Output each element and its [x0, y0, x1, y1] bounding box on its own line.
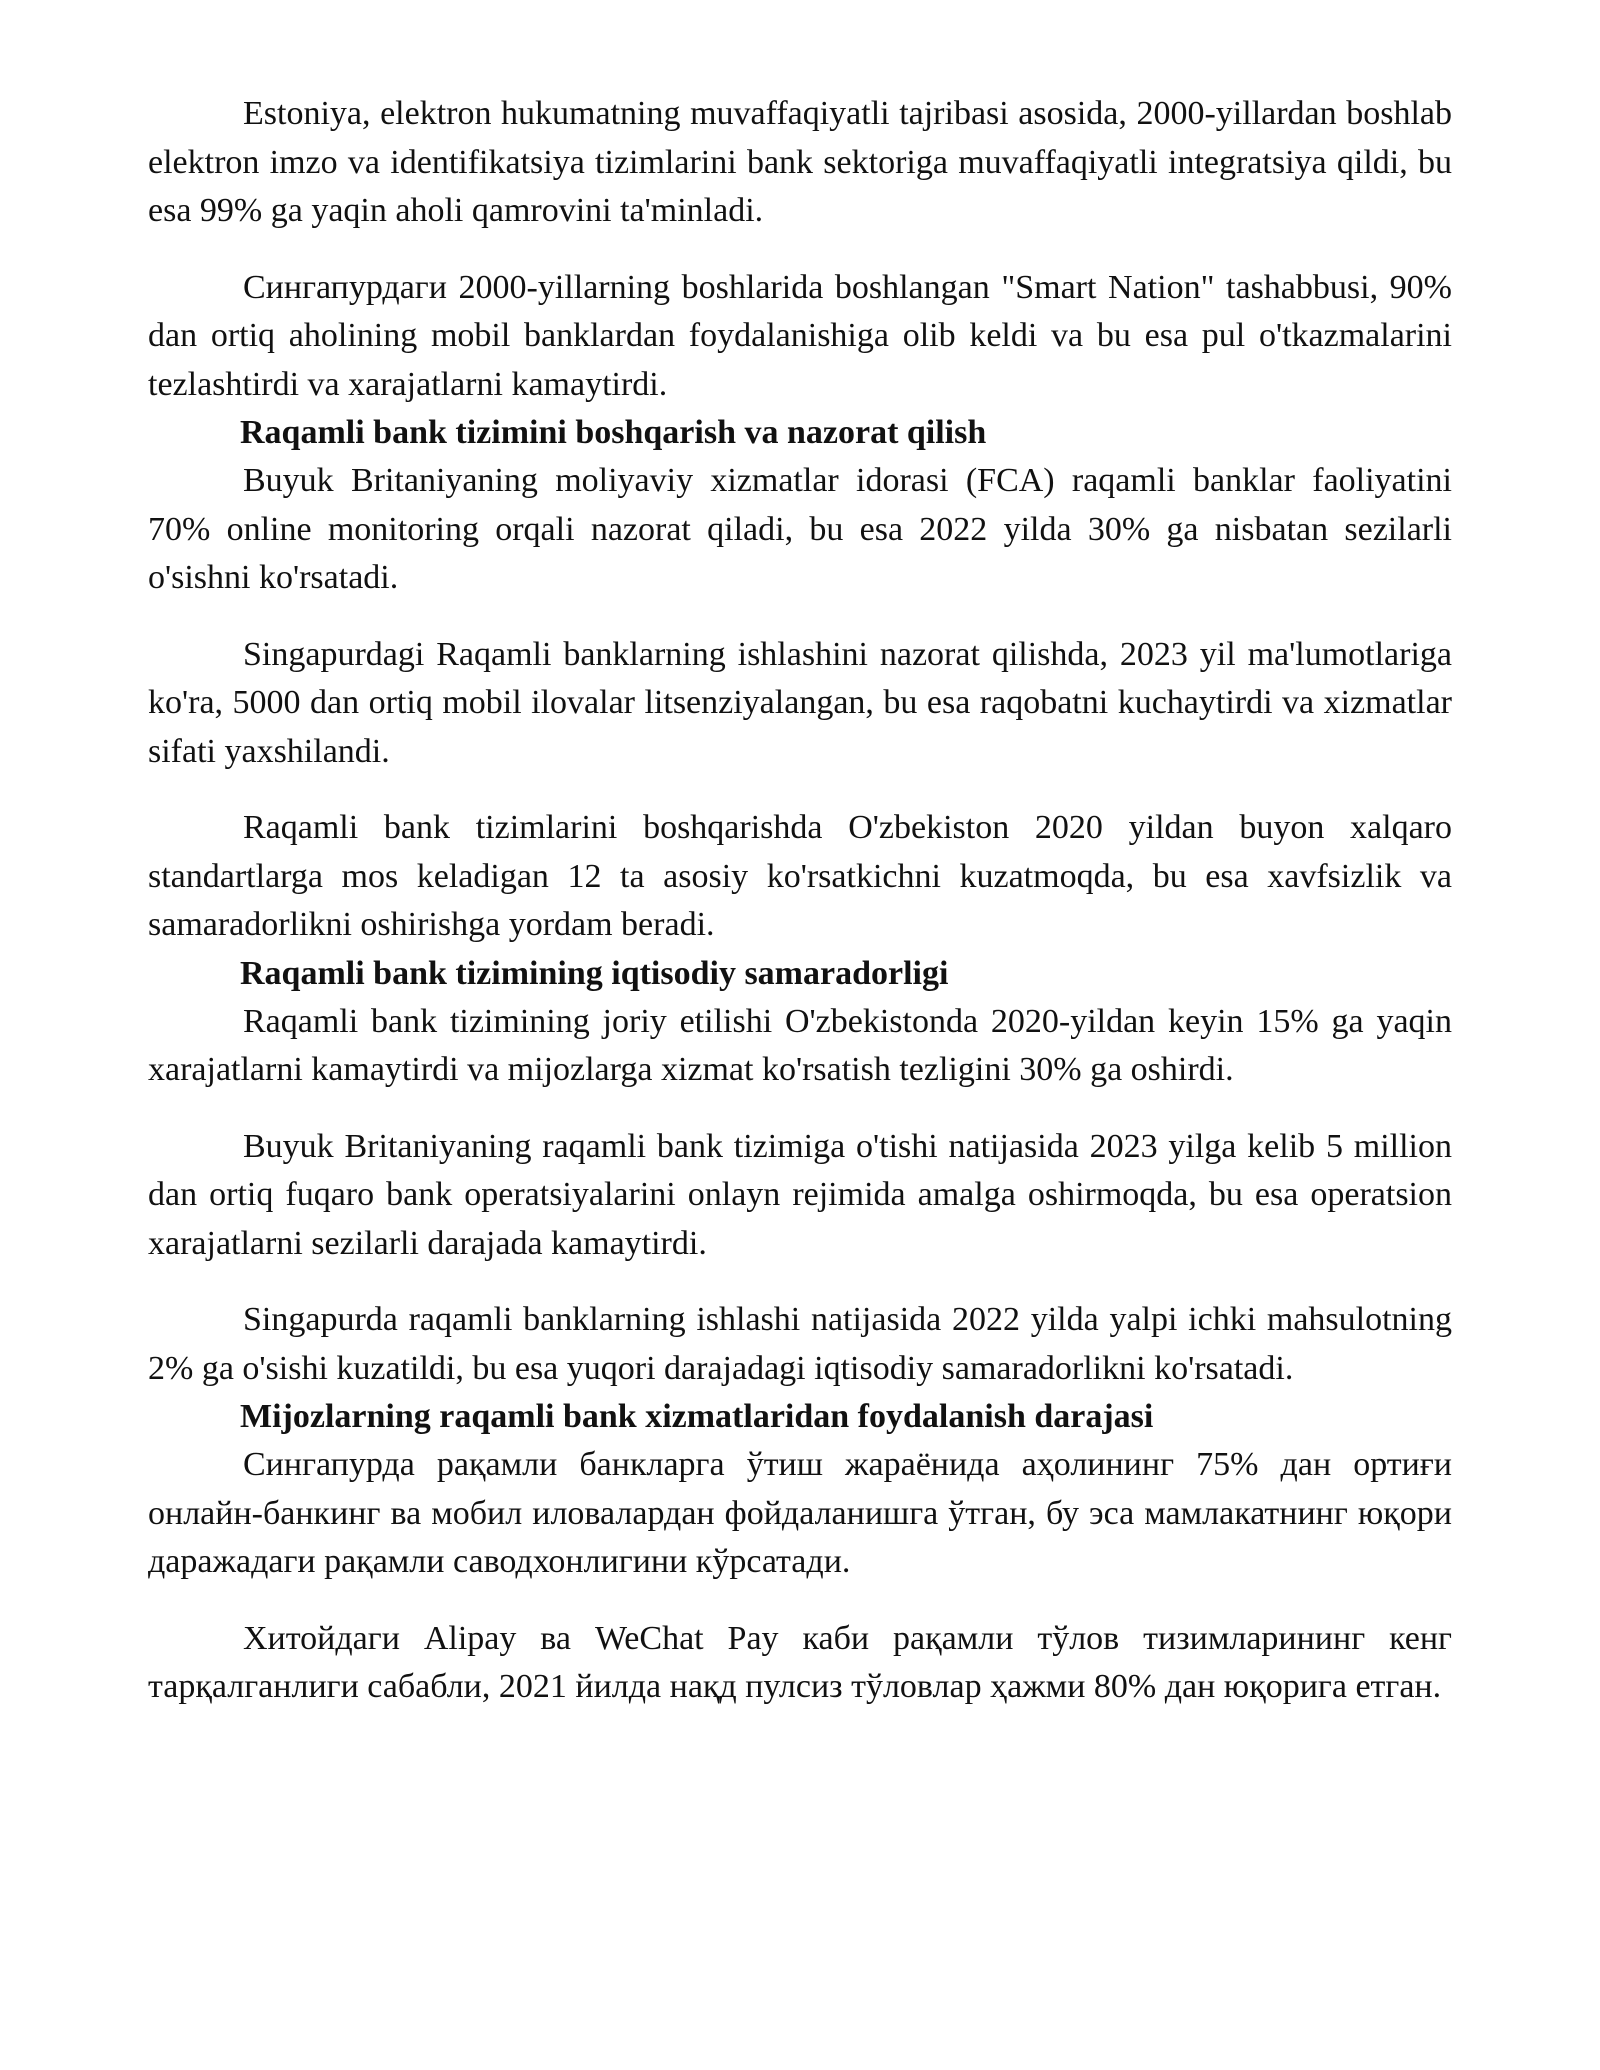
paragraph-singapore-licensing: Singapurdagi Raqamli banklarning ishlashini nazorat qilishda, 2023 yil ma'lumotlariga ko'ra, 5000 dan ortiq mobil ilovalar litsenziyalangan, bu esa raqobatni kuchaytirdi va xizmatlar sifati yaxshilandi.	[148, 635, 1452, 770]
section-heading-management: Raqamli bank tizimini boshqarish va nazorat qilish	[240, 414, 987, 451]
document-page	[148, 90, 1452, 1712]
paragraph-uk-fca: Buyuk Britaniyaning moliyaviy xizmatlar idorasi (FCA) raqamli banklar faoliyatini 70% online monitoring orqali nazorat qiladi, bu esa 2022 yilda 30% ga nisbatan sezilarli o'sishni ko'rsatadi.	[148, 462, 1452, 596]
section-heading-customer-usage: Mijozlarning raqamli bank xizmatlaridan foydalanish darajasi	[240, 1398, 1154, 1435]
paragraph-estonia: Estoniya, elektron hukumatning muvaffaqiyatli tajribasi asosida, 2000-yillardan boshlab elektron imzo va identifikatsiya tizimlarini bank sektoriga muvaffaqiyatli integratsiya qildi, bu esa 99% ga yaqin aholi qamrovini ta'minladi.	[148, 95, 1452, 229]
paragraph-uzbekistan-indicators: Raqamli bank tizimlarini boshqarishda O'zbekiston 2020 yildan buyon xalqaro standartlarga mos keladigan 12 ta asosiy ko'rsatkichni kuzatmoqda, bu esa xavfsizlik va samaradorlikni oshirishga yordam beradi.	[148, 809, 1452, 943]
section-heading-efficiency: Raqamli bank tizimining iqtisodiy samaradorligi	[240, 954, 949, 992]
paragraph-uzbekistan-costs: Raqamli bank tizimining joriy etilishi O'zbekistonda 2020-yildan keyin 15% ga yaqin xarajatlarni kamaytirdi va mijozlarga xizmat ko'rsatish tezligini 30% ga oshirdi.	[148, 1002, 1452, 1088]
paragraph-singapore-smart-nation: Сингапурдаги 2000-yillarning boshlarida boshlangan "Smart Nation" tashabbusi, 90% dan ortiq aholining mobil banklardan foydalanishiga olib keldi va bu esa pul o'tkazmalarini tezlashtirdi va xarajatlarni kamaytirdi.	[148, 268, 1452, 403]
paragraph-uk-online-operations: Buyuk Britaniyaning raqamli bank tizimiga o'tishi natijasida 2023 yilga kelib 5 million dan ortiq fuqaro bank operatsiyalarini onlayn rejimida amalga oshirmoqda, bu esa operatsion xarajatlarni sezilarli darajada kamaytirdi.	[148, 1127, 1452, 1262]
paragraph-china-payments: Хитойдаги Alipay ва WeChat Pay каби рақамли тўлов тизимларининг кенг тарқалганлиги сабабли, 2021 йилда нақд пулсиз тўловлар ҳажми 80% дан юқорига етган.	[148, 1619, 1452, 1705]
paragraph-singapore-gdp: Singapurda raqamli banklarning ishlashi natijasida 2022 yilda yalpi ichki mahsulotning 2% ga o'sishi kuzatildi, bu esa yuqori darajadagi iqtisodiy samaradorlikni ko'rsatadi.	[148, 1301, 1452, 1387]
paragraph-singapore-online-banking: Сингапурда рақамли банкларга ўтиш жараёнида аҳолининг 75% дан ортиғи онлайн-банкинг ва мобил иловалардан фойдаланишга ўтган, бу эса мамлакатнинг юқори даражадаги рақамли саводхонлигини кўрсатади.	[148, 1446, 1452, 1580]
